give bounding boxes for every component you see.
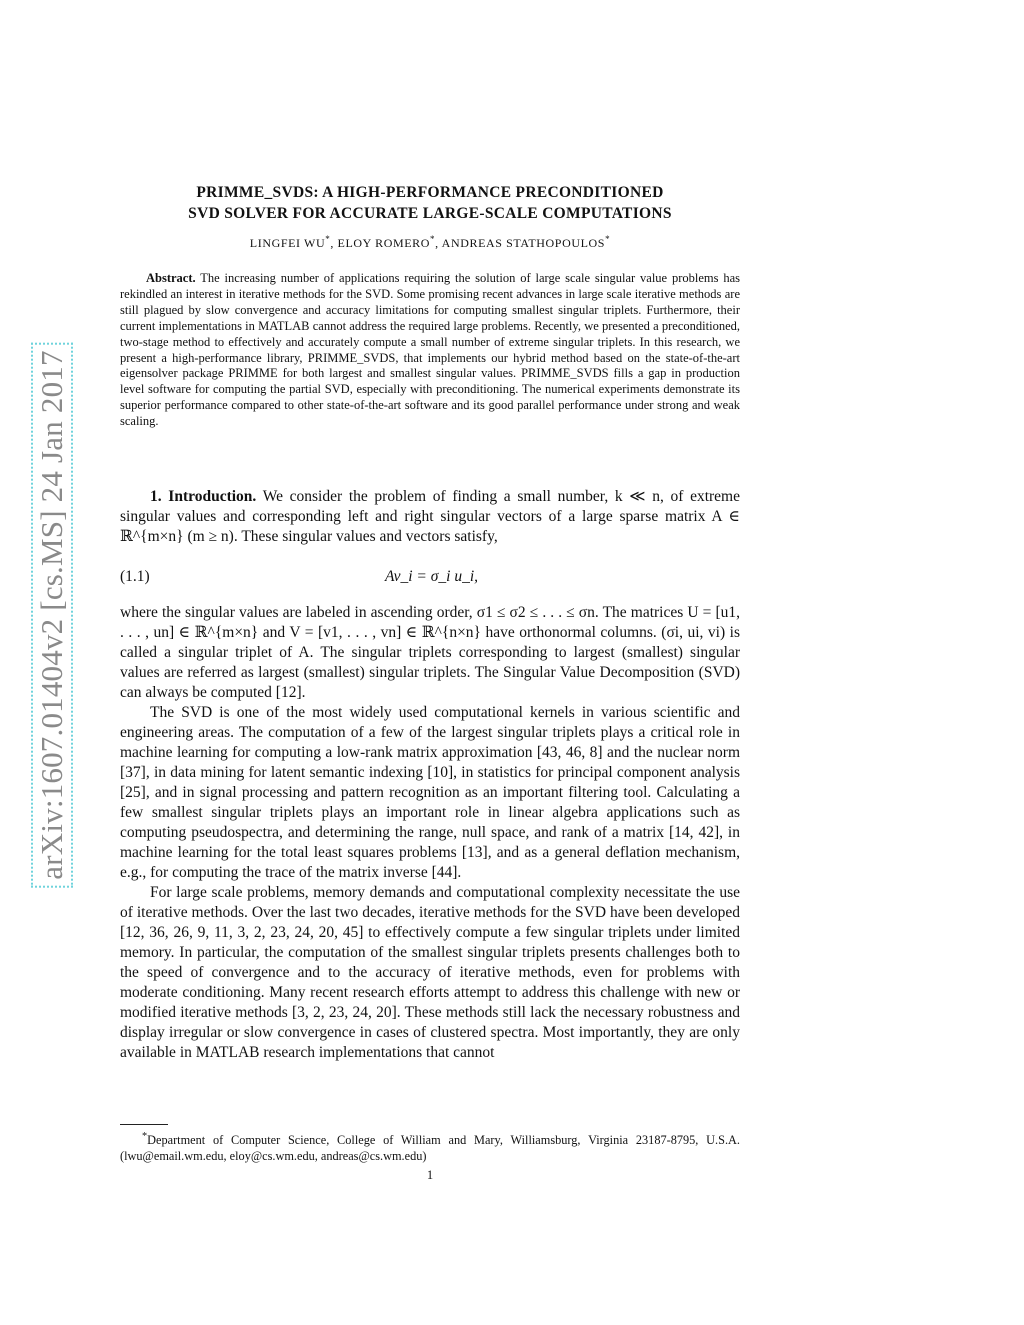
footnote-mark: * [142,1131,148,1142]
author-2: , ELOY ROMERO [330,236,431,250]
page-number: 1 [426,1168,434,1182]
title-line-2: SVD SOLVER FOR ACCURATE LARGE-SCALE COMPUTATIONS [188,205,672,222]
footnote [120,1129,740,1165]
abstract [120,271,740,430]
author-list [120,234,740,251]
paragraph-iterative-methods: For large scale problems, memory demands and computational complexity necessitate the use of iterative methods. Over the last two decades, iterative methods for the SVD have been developed [12, 36, 26, 9, 11, 3, 2, 23, 24, 20, 45] to effectively compute a few singular triplets under limited memory. In particular, the computation of the smallest singular triplets presents challenges both to the speed of convergence and to the accuracy of iterative methods, even for problems with moderate conditioning. Many recent research efforts attempt to address this challenge with new or modified iterative methods [3, 2, 23, 24, 20]. These methods still lack the necessary robustness and display irregular or slow convergence in cases of clustered spectra. Most importantly, they are only available in MATLAB research implementations that cannot [120,884,740,1061]
paragraph-after-equation: where the singular values are labeled in ascending order, σ1 ≤ σ2 ≤ . . . ≤ σn. The matrices U = [u1, . . . , un] ∈ ℝ^{m×n} and V = [v1, . . . , vn] ∈ ℝ^{n×n} have orthonormal columns. (σi, ui, vi) is called a singular triplet of A. The singular triplets corresponding to largest (smallest) singular values are referred as largest (smallest) singular triplets. The Singular Value Decomposition (SVD) can always be computed [12]. [120,604,740,701]
author-2-footnote-mark: * [430,234,436,244]
section-heading-introduction: 1. Introduction. [150,488,257,505]
title-line-1: PRIMME_SVDS: A HIGH-PERFORMANCE PRECONDITIONED [196,184,664,201]
arxiv-identifier-text: arXiv:1607.01404v2 [cs.MS] 24 Jan 2017 [31,342,73,887]
abstract-label: Abstract. [146,271,196,285]
arxiv-identifier-stamp [32,320,72,910]
introduction-paragraph: We consider the problem of finding a small number, k ≪ n, of extreme singular values and corresponding left and right singular vectors of a large sparse matrix A ∈ ℝ^{m×n} (m ≥ n). These singular values and vectors satisfy, [120,488,740,545]
equation-1-1 [120,568,740,588]
footnote-text: Department of Computer Science, College of William and Mary, Williamsburg, Virginia 23187-8795, U.S.A. (lwu@email.wm.edu, eloy@cs.wm.edu, andreas@cs.wm.edu) [120,1133,740,1163]
equation-number: (1.1) [120,568,150,585]
paragraph-svd-applications: The SVD is one of the most widely used computational kernels in various scientific and engineering areas. The computation of a few of the largest singular triplets plays a critical role in machine learning for computing a low-rank matrix approximation [43, 46, 8] and the nuclear norm [37], in data mining for latent semantic indexing [10], in statistics for principal component analysis [25], and in signal processing and pattern recognition as an important filtering tool. Calculating a few smallest singular triplets plays an important role in linear algebra applications such as computing pseudospectra, and determining the range, null space, and rank of a matrix [14, 42], in machine learning for the total least squares problems [13], and as a general deflation mechanism, e.g., for computing the trace of the matrix inverse [44]. [120,704,740,881]
equation-body: Av_i = σ_i u_i, [385,568,479,585]
abstract-text: The increasing number of applications requiring the solution of large scale singular value problems has rekindled an interest in iterative methods for the SVD. Some promising recent advances in large scale iterative methods are still plagued by slow convergence and accuracy limitations for computing smallest singular triplets. Furthermore, their current implementations in MATLAB cannot address the required large problems. Recently, we presented a preconditioned, two-stage method to effectively and accurately compute a small number of extreme singular triplets. In this research, we present a high-performance library, PRIMME_SVDS, that implements our hybrid method based on the state-of-the-art eigensolver package PRIMME for both largest and smallest singular values. PRIMME_SVDS fills a gap in production level software for computing the partial SVD, especially with preconditioning. The numerical experiments demonstrate its superior performance compared to other state-of-the-art software and its good parallel performance under strong and weak scaling. [120,271,740,429]
author-3: , ANDREAS STATHOPOULOS [435,236,606,250]
paper-title [120,182,740,224]
author-1: LINGFEI WU [249,236,326,250]
author-1-footnote-mark: * [325,234,331,244]
author-3-footnote-mark: * [605,234,611,244]
footnote-divider [120,1124,168,1125]
introduction-section [120,487,740,547]
body-paragraphs [120,603,740,1063]
